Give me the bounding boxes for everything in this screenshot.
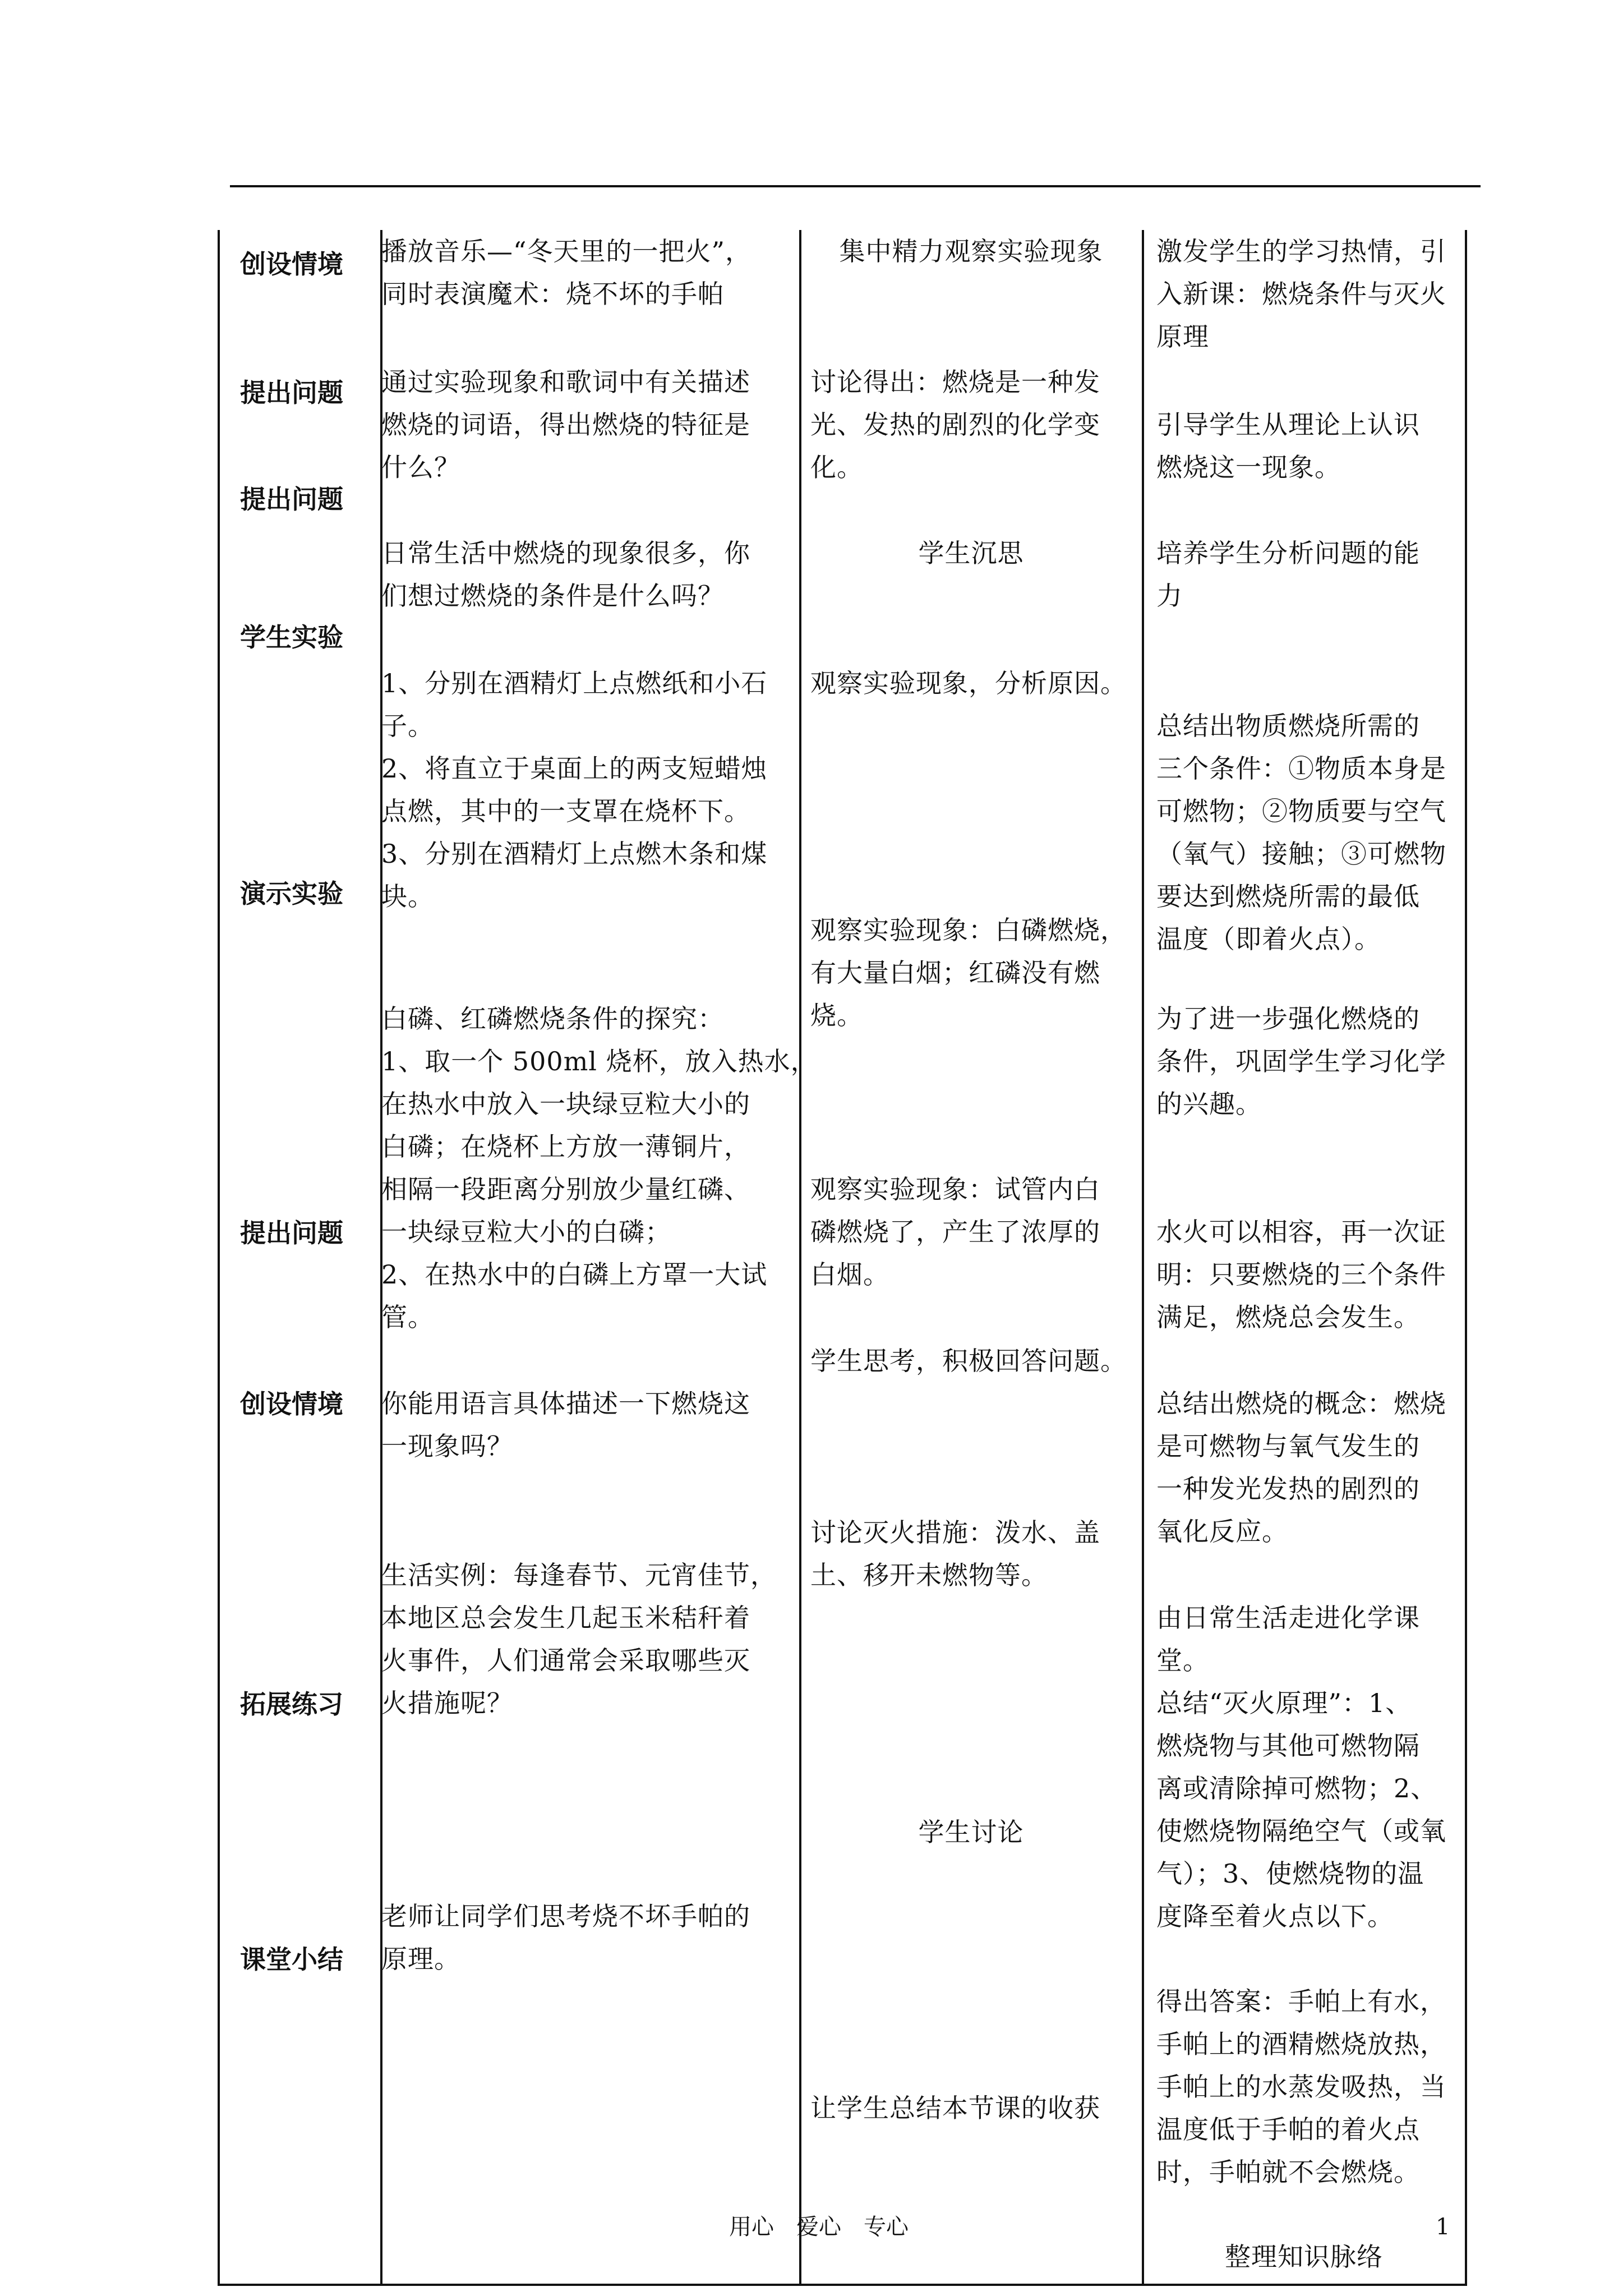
stage-label: 提出问题 [240,484,343,514]
column-divider-3 [1142,230,1144,2286]
stage-label: 学生实验 [240,622,343,652]
table-border-right [1465,230,1467,2286]
stage-label: 创设情境 [240,249,343,279]
page-number: 1 [1436,2214,1450,2240]
stage-label: 提出问题 [240,1218,343,1248]
header-rule [230,185,1481,187]
stage-label: 课堂小结 [240,1944,343,1975]
table-border-bottom [218,2284,1467,2286]
footer-motto: 用心 爱心 专心 [729,2214,909,2240]
stage-label: 创设情境 [240,1389,343,1419]
stage-label: 演示实验 [240,878,343,909]
table-border-left [218,230,220,2286]
stage-label: 拓展练习 [240,1689,343,1719]
stage-label: 提出问题 [240,378,343,408]
